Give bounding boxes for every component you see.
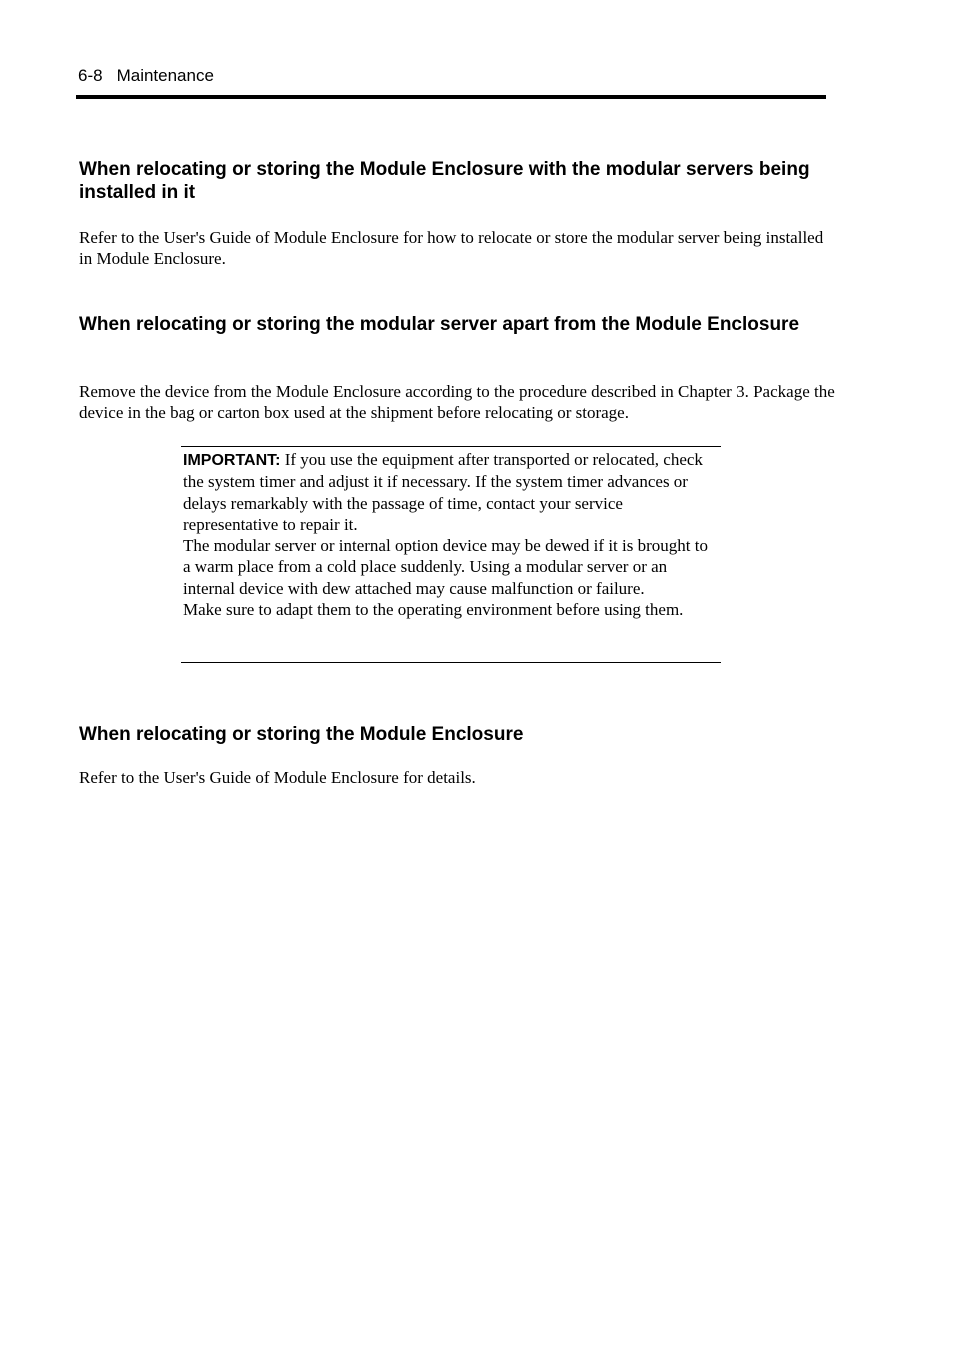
section-body-installed: Refer to the User's Guide of Module Enclosure for how to relocate or store the modular server being installed in Module Enclosure. xyxy=(79,228,824,269)
header-divider xyxy=(76,95,826,99)
section-body-apart: Remove the device from the Module Enclosure according to the procedure described in Chapter 3. Package the device in the bag or carton box used at the shipment before relocating or storage. xyxy=(79,382,835,423)
important-paragraph: Make sure to adapt them to the operating environment before using them. xyxy=(183,600,684,620)
section-body-enclosure: Refer to the User's Guide of Module Enclosure for details. xyxy=(79,768,476,787)
section-heading-apart: When relocating or storing the modular server apart from the Module Enclosure xyxy=(79,314,800,335)
important-label: IMPORTANT: xyxy=(183,452,281,469)
chapter-title: Maintenance xyxy=(116,66,214,85)
page-number: 6-8 xyxy=(78,66,103,85)
important-paragraph: The modular server or internal option device may be dewed if it is brought to a warm place from a cold place suddenly. Using a modular server or an internal device with dew attached may cause malfunction or failure. xyxy=(183,536,708,598)
section-heading-installed: When relocating or storing the Module Enclosure with the modular servers being installed in it xyxy=(79,159,810,203)
page-header xyxy=(78,66,214,86)
important-note-box xyxy=(181,446,721,663)
important-text: If you use the equipment after transported or relocated, check the system timer and adjust it if necessary. If the system timer advances or delays remarkably with the passage of time, contact your service representative to repair it. xyxy=(183,450,703,534)
important-paragraph xyxy=(183,449,717,535)
section-heading-enclosure: When relocating or storing the Module Enclosure xyxy=(79,724,524,745)
